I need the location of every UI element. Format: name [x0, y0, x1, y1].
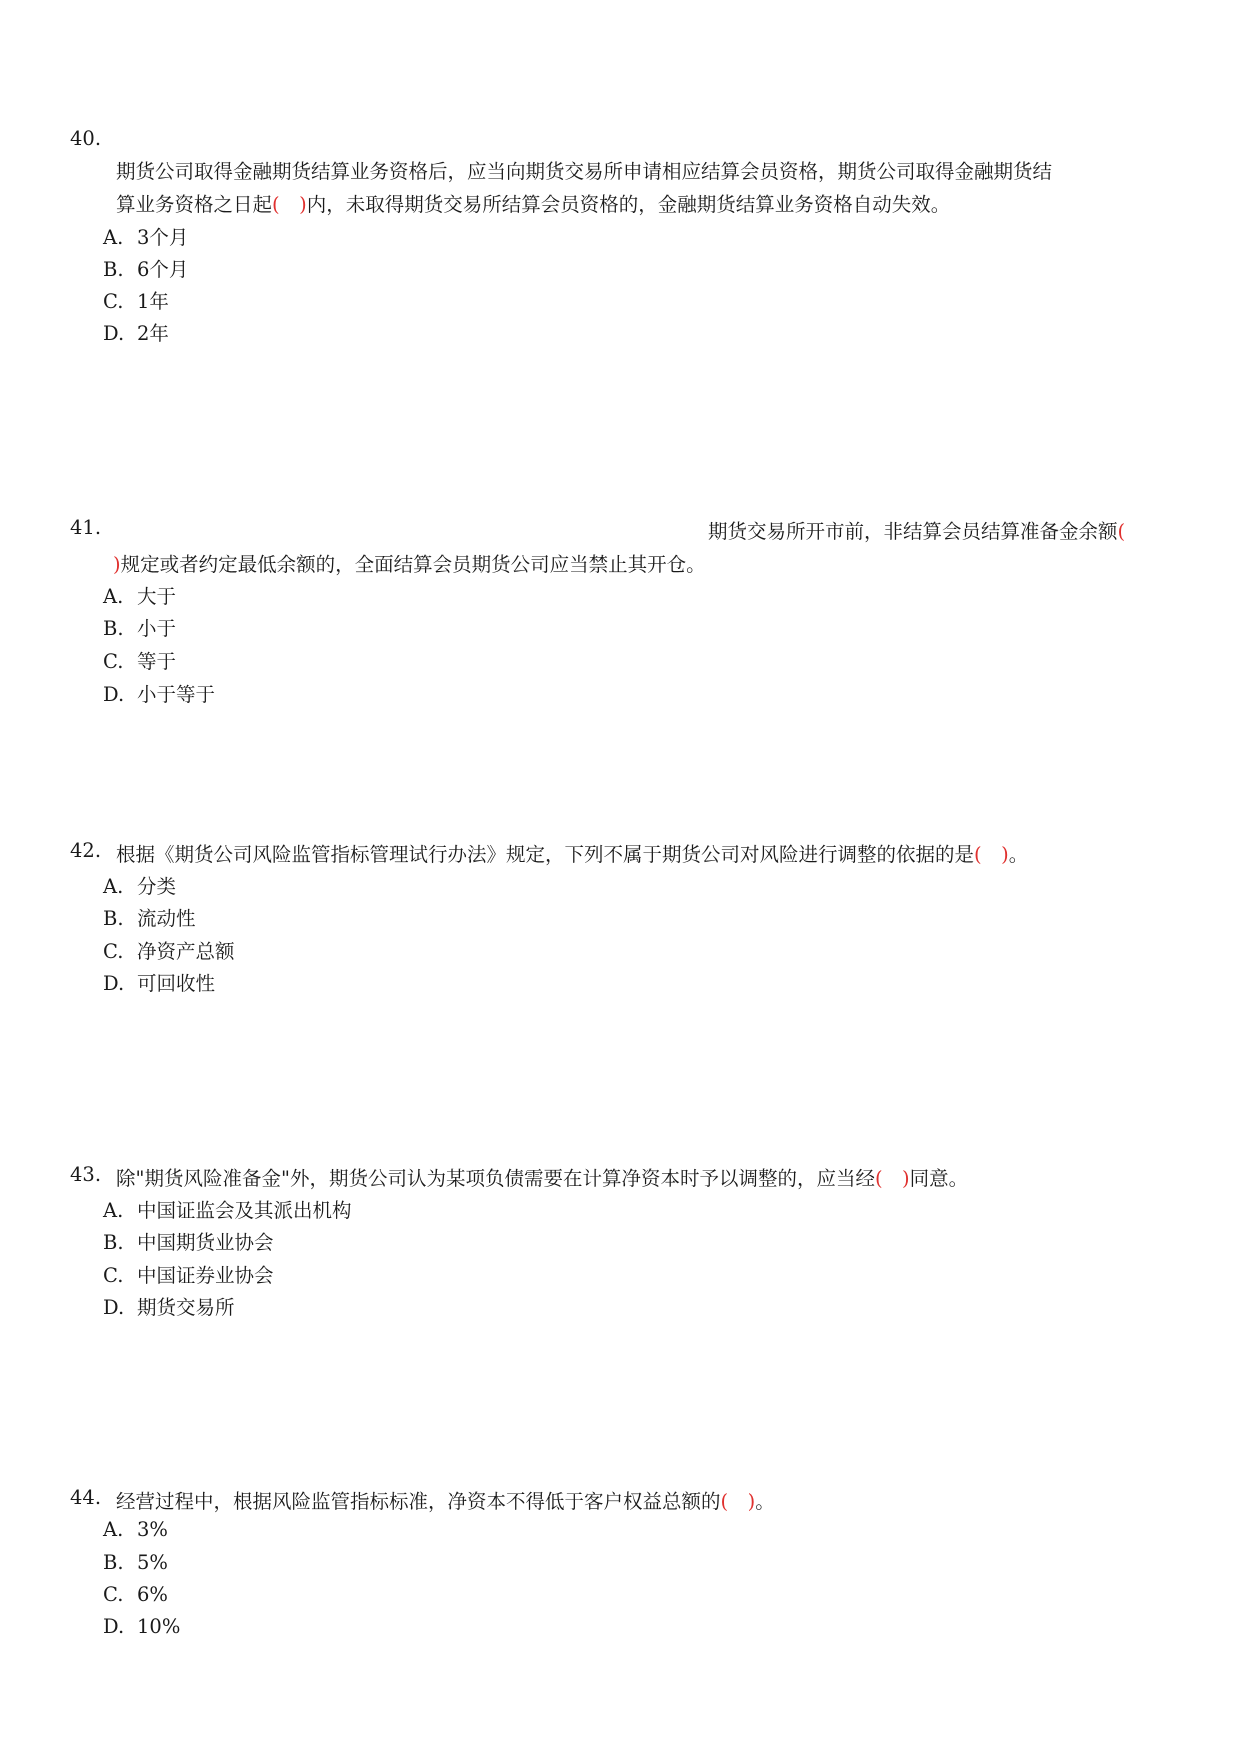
- option-c[interactable]: C. 等于: [103, 650, 177, 673]
- question-stem: 根据《期货公司风险监管指标管理试行办法》规定，下列不属于期货公司对风险进行调整的依据的是( )。: [116, 843, 1029, 866]
- option-c[interactable]: C. 1年: [103, 290, 169, 313]
- option-a[interactable]: A. 3%: [103, 1518, 168, 1541]
- option-a[interactable]: A. 大于: [103, 585, 177, 608]
- question-number: 44.: [70, 1486, 102, 1509]
- question-number: 42.: [70, 839, 102, 862]
- option-d[interactable]: D. 10%: [103, 1615, 181, 1638]
- answer-paren: ( ): [974, 843, 1009, 866]
- option-b[interactable]: B. 6个月: [103, 258, 189, 281]
- answer-paren-open: (: [1117, 520, 1126, 543]
- option-d[interactable]: D. 可回收性: [103, 972, 216, 995]
- question-stem-line2: )规定或者约定最低余额的，全面结算会员期货公司应当禁止其开仓。: [113, 553, 706, 576]
- option-a[interactable]: A. 中国证监会及其派出机构: [103, 1199, 352, 1222]
- answer-paren: ( ): [874, 1167, 910, 1190]
- question-number: 43.: [70, 1163, 102, 1186]
- question-number: 40.: [70, 127, 102, 150]
- question-stem: 经营过程中，根据风险监管指标标准，净资本不得低于客户权益总额的( )。: [116, 1490, 775, 1513]
- answer-paren: ( ): [720, 1490, 756, 1513]
- option-b[interactable]: B. 5%: [103, 1551, 168, 1574]
- question-stem-line1: 期货交易所开市前，非结算会员结算准备金余额(: [708, 520, 1126, 543]
- option-b[interactable]: B. 中国期货业协会: [103, 1231, 274, 1254]
- question-stem: 期货公司取得金融期货结算业务资格后，应当向期货交易所申请相应结算会员资格，期货公司取得金融期货结 算业务资格之日起( )内，未取得期货交易所结算会员资格的，金融期货结算业务资格自动失效。: [116, 160, 1053, 216]
- question-stem: 除"期货风险准备金"外，期货公司认为某项负债需要在计算净资本时予以调整的，应当经( )同意。: [116, 1167, 969, 1190]
- option-c[interactable]: C. 6%: [103, 1583, 168, 1606]
- option-a[interactable]: A. 3个月: [103, 226, 189, 249]
- option-d[interactable]: D. 小于等于: [103, 683, 216, 706]
- option-b[interactable]: B. 小于: [103, 617, 177, 640]
- option-d[interactable]: D. 2年: [103, 322, 169, 345]
- question-number: 41.: [70, 516, 102, 539]
- option-d[interactable]: D. 期货交易所: [103, 1296, 235, 1319]
- option-a[interactable]: A. 分类: [103, 875, 177, 898]
- option-c[interactable]: C. 净资产总额: [103, 940, 235, 963]
- option-c[interactable]: C. 中国证券业协会: [103, 1264, 274, 1287]
- option-b[interactable]: B. 流动性: [103, 907, 196, 930]
- answer-paren-close: ): [113, 553, 121, 576]
- answer-paren: ( ): [272, 193, 307, 216]
